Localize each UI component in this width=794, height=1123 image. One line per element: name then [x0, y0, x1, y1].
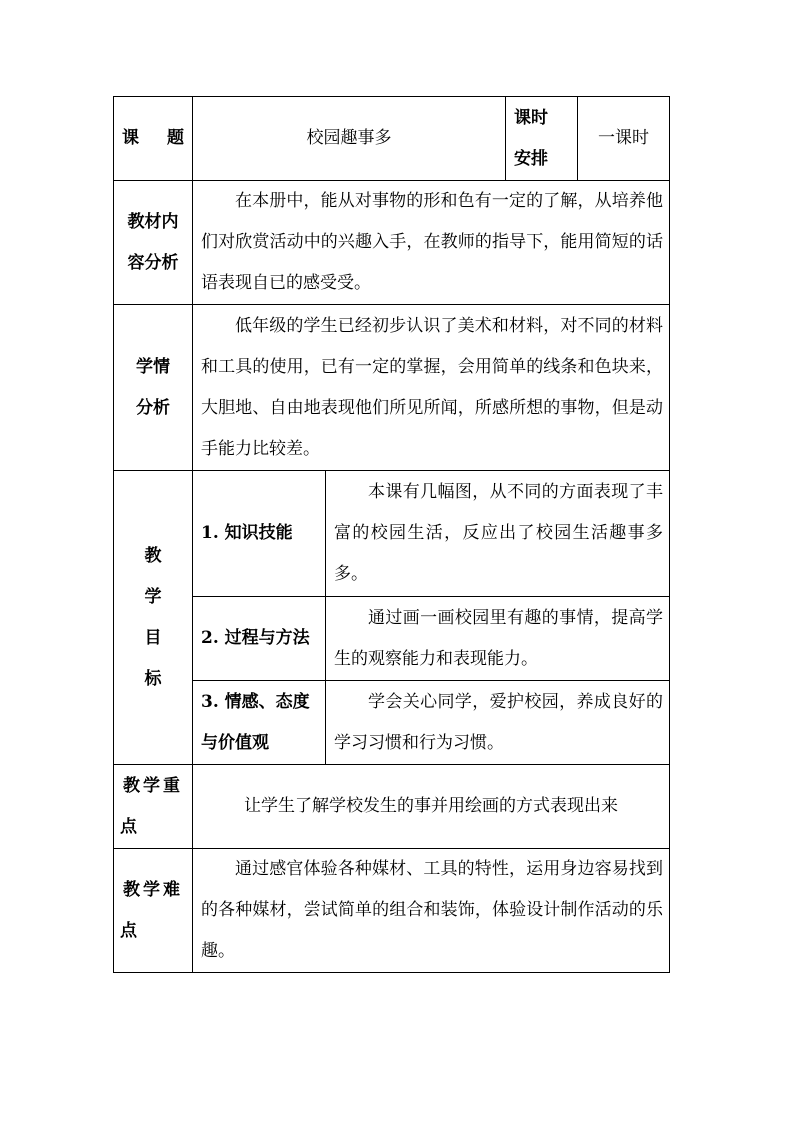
- student-analysis-label-line1: 学情: [136, 356, 170, 377]
- lesson-plan-table: [113, 96, 670, 973]
- material-analysis-label: [114, 181, 193, 305]
- topic-label-char-2: 题: [167, 128, 184, 148]
- objective-label-emotion-line2: 与价值观: [201, 732, 269, 753]
- objective-row-3: [114, 681, 670, 765]
- hours-label-line2: 安排: [514, 148, 548, 169]
- objective-row-2: [114, 597, 670, 681]
- topic-row: [114, 97, 670, 181]
- objective-label-process: 2. 过程与方法: [193, 597, 326, 681]
- objective-label-emotion-line1: 3. 情感、态度: [201, 691, 310, 712]
- difficulties-label: [114, 849, 193, 973]
- objective-content-process: 通过画一画校园里有趣的事情，提高学生的观察能力和表现能力。: [326, 597, 670, 681]
- objectives-label-char-1: 教: [144, 545, 162, 566]
- difficulties-label-line1: 教学难: [123, 879, 183, 900]
- objective-content-emotion: 学会关心同学，爱护校园，养成良好的学习习惯和行为习惯。: [326, 681, 670, 765]
- difficulties-row: [114, 849, 670, 973]
- difficulties-label-line2: 点: [120, 920, 140, 941]
- hours-label-line1: 课时: [514, 107, 548, 128]
- hours-value: 一课时: [578, 97, 670, 181]
- student-analysis-label: [114, 305, 193, 471]
- difficulties-content: 通过感官体验各种媒材、工具的特性，运用身边容易找到的各种媒材，尝试简单的组合和装饰，体验设计制作活动的乐趣。: [193, 849, 670, 973]
- key-points-label-line2: 点: [120, 816, 140, 837]
- objective-content-knowledge: 本课有几幅图，从不同的方面表现了丰富的校园生活，反应出了校园生活趣事多多。: [326, 471, 670, 597]
- topic-label-char-1: 课: [122, 128, 139, 148]
- topic-label: [114, 97, 193, 181]
- objective-label-knowledge: 1. 知识技能: [193, 471, 326, 597]
- hours-label: [506, 97, 578, 181]
- student-analysis-row: [114, 305, 670, 471]
- key-points-label-line1: 教学重: [123, 775, 183, 796]
- key-points-row: [114, 765, 670, 849]
- student-analysis-content: 低年级的学生已经初步认识了美术和材料，对不同的材料和工具的使用，已有一定的掌握，会用简单的线条和色块来，大胆地、自由地表现他们所见所闻，所感所想的事物，但是动手能力比较差。: [193, 305, 670, 471]
- material-analysis-label-line2: 容分析: [127, 252, 179, 273]
- objective-label-emotion: [193, 681, 326, 765]
- objective-row-1: [114, 471, 670, 597]
- material-analysis-content: 在本册中，能从对事物的形和色有一定的了解，从培养他们对欣赏活动中的兴趣入手，在教师的指导下，能用简短的话语表现自已的感受受。: [193, 181, 670, 305]
- key-points-label: [114, 765, 193, 849]
- key-points-content: 让学生了解学校发生的事并用绘画的方式表现出来: [193, 765, 670, 849]
- material-analysis-label-line1: 教材内: [127, 211, 179, 232]
- objectives-label: [114, 471, 193, 765]
- objectives-label-char-4: 标: [144, 668, 162, 689]
- objectives-label-char-3: 目: [144, 627, 162, 648]
- objectives-label-char-2: 学: [144, 586, 162, 607]
- material-analysis-row: [114, 181, 670, 305]
- lesson-title: 校园趣事多: [193, 97, 506, 181]
- student-analysis-label-line2: 分析: [136, 397, 170, 418]
